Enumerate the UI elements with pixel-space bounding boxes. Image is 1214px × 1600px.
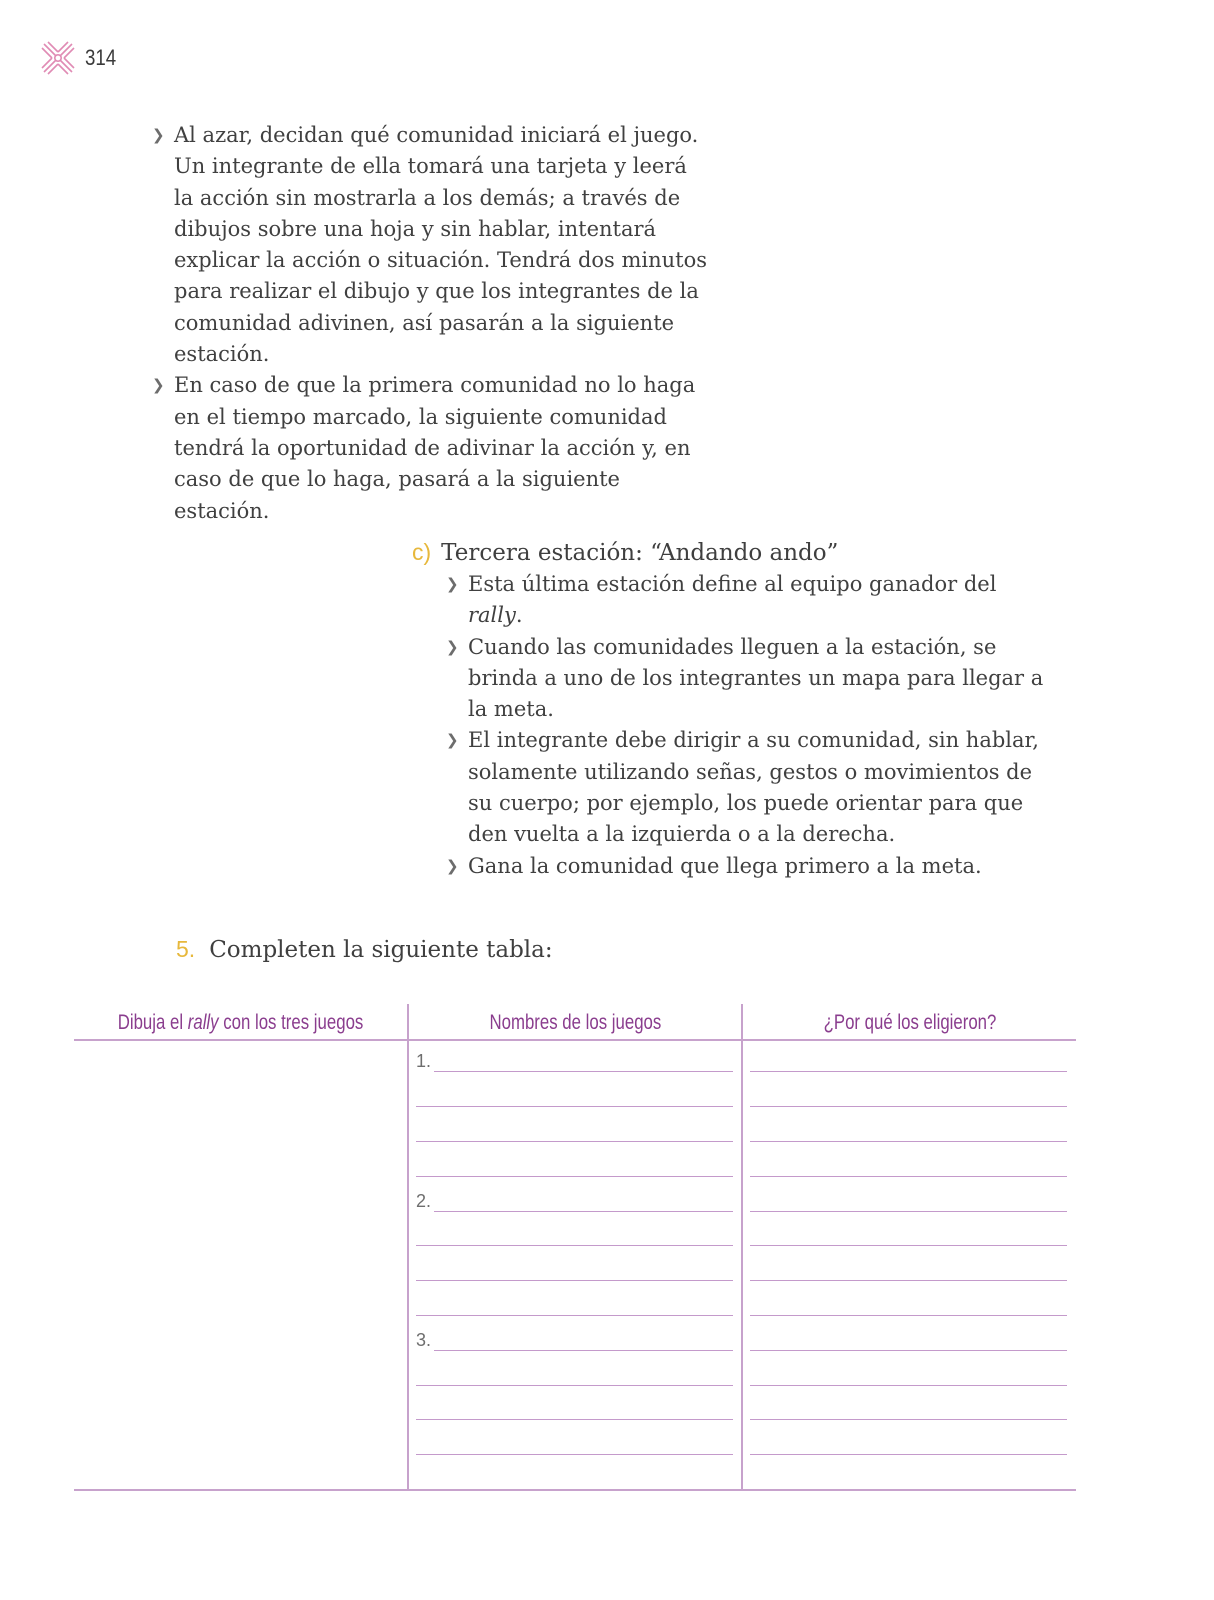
answer-line[interactable] — [416, 1419, 733, 1420]
list-item — [152, 370, 712, 526]
row-number: 2. — [416, 1191, 432, 1211]
answer-line[interactable] — [750, 1106, 1067, 1107]
answer-line[interactable] — [434, 1071, 733, 1072]
answer-line[interactable] — [750, 1141, 1067, 1142]
bullet-block-top — [152, 120, 712, 527]
list-item-text: En caso de que la primera comunidad no lo haga en el tiempo marcado, la siguiente comunidad tendrá la oportunidad de adivinar la acción y, en caso de que lo haga, pasará a la siguiente estación. — [174, 373, 696, 523]
answer-line[interactable] — [750, 1071, 1067, 1072]
answer-line[interactable] — [750, 1211, 1067, 1212]
section-c-letter: c) — [412, 539, 432, 565]
list-item — [446, 569, 1052, 632]
table-header-text: Dibuja el — [117, 1010, 188, 1034]
row-number: 1. — [416, 1051, 432, 1071]
table-header-emphasis: rally — [187, 1010, 219, 1034]
list-item-text: Esta última estación define al equipo ganador del — [468, 572, 997, 596]
answer-line[interactable] — [416, 1176, 733, 1177]
table-column-divider — [741, 1004, 743, 1491]
chevron-bullet-icon: ❯ — [152, 126, 165, 144]
list-item-text: Cuando las comunidades lleguen a la estación, se brinda a uno de los integrantes un mapa para llegar a la meta. — [468, 634, 1044, 722]
list-item-text: El integrante debe dirigir a su comunidad, sin hablar, solamente utilizando señas, gestos o movimientos de su cuerpo; por ejemplo, los puede orientar para que den vuelta a la izquierda o a la derecha. — [468, 728, 1039, 847]
activity-5-heading — [176, 936, 553, 963]
list-item-text-end: . — [515, 603, 523, 628]
list-item — [152, 120, 712, 370]
answer-line[interactable] — [750, 1176, 1067, 1177]
chevron-bullet-icon: ❯ — [446, 575, 459, 593]
list-item-text: Gana la comunidad que llega primero a la meta. — [468, 853, 982, 878]
section-c-title: Tercera estación: “Andando ando” — [441, 540, 839, 566]
answer-line[interactable] — [416, 1454, 733, 1455]
answer-line[interactable] — [750, 1419, 1067, 1420]
answer-line[interactable] — [750, 1315, 1067, 1316]
answer-line[interactable] — [750, 1385, 1067, 1386]
answer-line[interactable] — [750, 1350, 1067, 1351]
chevron-bullet-icon: ❯ — [152, 376, 165, 395]
list-item — [446, 725, 1052, 850]
page-number: 314 — [85, 45, 117, 70]
answer-line[interactable] — [750, 1245, 1067, 1246]
table-header-rule — [74, 1039, 1076, 1041]
answer-line[interactable] — [750, 1280, 1067, 1281]
section-c — [412, 536, 1052, 882]
decorative-flower-icon — [40, 40, 76, 76]
answer-line[interactable] — [416, 1280, 733, 1281]
chevron-bullet-icon: ❯ — [446, 731, 459, 750]
table-header-drawing — [74, 1004, 407, 1041]
answer-line[interactable] — [416, 1141, 733, 1142]
answer-line[interactable] — [416, 1385, 733, 1386]
table-header-game-names: Nombres de los juegos — [489, 1010, 661, 1034]
answer-line[interactable] — [416, 1245, 733, 1246]
answer-line[interactable] — [434, 1211, 733, 1212]
answer-line[interactable] — [416, 1106, 733, 1107]
table-header-reasons: ¿Por qué los eligieron? — [823, 1010, 996, 1034]
activity-number: 5. — [176, 936, 196, 962]
answer-line[interactable] — [416, 1315, 733, 1316]
answer-line[interactable] — [750, 1454, 1067, 1455]
list-item-text: Al azar, decidan qué comunidad iniciará el juego. Un integrante de ella tomará una tarjeta y leerá la acción sin mostrarla a los demás; a través de dibujos sobre una hoja y sin hablar, intentará explicar la acción o situación. Tendrá dos minutos para realizar el dibujo y que los integrantes de la comunidad adivinen, así pasarán a la siguiente estación. — [174, 123, 708, 367]
table-header-text-end: con los tres juegos — [218, 1010, 364, 1034]
list-item — [446, 851, 1052, 882]
page-header — [40, 40, 122, 76]
table-column-divider — [407, 1004, 409, 1491]
list-item — [446, 632, 1052, 726]
chevron-bullet-icon: ❯ — [446, 856, 459, 875]
activity-text: Completen la siguiente tabla: — [209, 937, 553, 963]
table-bottom-rule — [74, 1489, 1076, 1491]
list-item-emphasis: rally — [468, 603, 516, 628]
answer-table — [74, 1004, 1076, 1491]
answer-line[interactable] — [434, 1350, 733, 1351]
section-c-heading — [412, 536, 1052, 569]
row-number: 3. — [416, 1330, 432, 1350]
chevron-bullet-icon: ❯ — [446, 637, 459, 656]
